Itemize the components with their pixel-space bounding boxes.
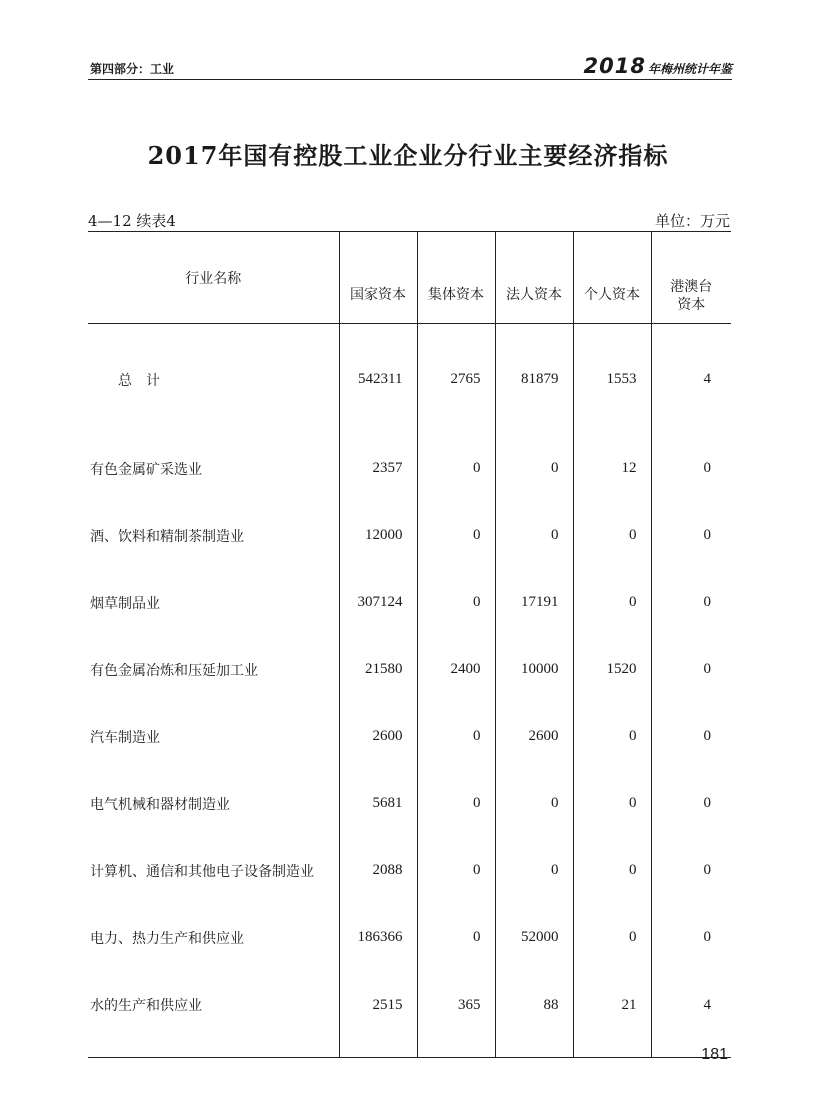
page-title: 2017年国有控股工业企业分行业主要经济指标 bbox=[147, 141, 669, 170]
cell-value: 21580 bbox=[339, 636, 417, 703]
table-row bbox=[88, 435, 731, 502]
cell-value: 0 bbox=[495, 502, 573, 569]
running-header bbox=[88, 50, 732, 80]
cell-value: 2357 bbox=[339, 435, 417, 502]
cell-value: 4 bbox=[651, 971, 731, 1058]
cell-value: 0 bbox=[573, 502, 651, 569]
cell-value: 0 bbox=[651, 569, 731, 636]
row-name: 电气机械和器材制造业 bbox=[90, 796, 230, 813]
column-header-legal-person-capital: 法人资本 bbox=[495, 232, 573, 324]
cell-value: 0 bbox=[495, 770, 573, 837]
cell-value: 2515 bbox=[339, 971, 417, 1058]
cell-value: 52000 bbox=[495, 904, 573, 971]
table-row bbox=[88, 569, 731, 636]
column-header-last-line1: 港澳台 bbox=[670, 278, 713, 295]
table-row bbox=[88, 636, 731, 703]
cell-value: 2765 bbox=[417, 324, 495, 436]
column-header-hk-macao-taiwan-capital bbox=[651, 232, 731, 324]
table-row bbox=[88, 971, 731, 1058]
row-name: 汽车制造业 bbox=[90, 729, 160, 746]
table-row bbox=[88, 703, 731, 770]
cell-value: 0 bbox=[651, 770, 731, 837]
column-header-state-capital: 国家资本 bbox=[339, 232, 417, 324]
section-label: 第四部分：工业 bbox=[90, 62, 175, 76]
cell-value: 1553 bbox=[573, 324, 651, 436]
cell-value: 0 bbox=[651, 904, 731, 971]
cell-value: 12 bbox=[573, 435, 651, 502]
cell-value: 21 bbox=[573, 971, 651, 1058]
row-name: 计算机、通信和其他电子设备制造业 bbox=[90, 863, 314, 880]
cell-value: 2088 bbox=[339, 837, 417, 904]
cell-value: 0 bbox=[651, 502, 731, 569]
cell-value: 186366 bbox=[339, 904, 417, 971]
cell-value: 1520 bbox=[573, 636, 651, 703]
table-row bbox=[88, 770, 731, 837]
cell-value: 0 bbox=[417, 435, 495, 502]
cell-value: 0 bbox=[417, 904, 495, 971]
cell-value: 88 bbox=[495, 971, 573, 1058]
cell-value: 17191 bbox=[495, 569, 573, 636]
table-row bbox=[88, 324, 731, 436]
cell-value: 5681 bbox=[339, 770, 417, 837]
row-name: 有色金属冶炼和压延加工业 bbox=[90, 662, 258, 679]
cell-value: 0 bbox=[651, 636, 731, 703]
cell-value: 2400 bbox=[417, 636, 495, 703]
cell-value: 0 bbox=[417, 703, 495, 770]
row-name: 水的生产和供应业 bbox=[88, 971, 339, 1058]
cell-value: 4 bbox=[651, 324, 731, 436]
table-code: 4—12 续表4 bbox=[88, 212, 176, 230]
unit-label: 单位：万元 bbox=[654, 212, 730, 230]
cell-value: 0 bbox=[417, 837, 495, 904]
row-name: 烟草制品业 bbox=[90, 595, 160, 612]
cell-value: 2600 bbox=[339, 703, 417, 770]
cell-value: 542311 bbox=[339, 324, 417, 436]
row-name: 酒、饮料和精制茶制造业 bbox=[90, 528, 244, 545]
cell-value: 12000 bbox=[339, 502, 417, 569]
book-title bbox=[584, 54, 732, 78]
cell-value: 0 bbox=[417, 770, 495, 837]
cell-value: 10000 bbox=[495, 636, 573, 703]
cell-value: 0 bbox=[495, 837, 573, 904]
cell-value: 0 bbox=[651, 703, 731, 770]
table-row bbox=[88, 904, 731, 971]
cell-value: 0 bbox=[573, 904, 651, 971]
data-table bbox=[88, 231, 731, 1058]
cell-value: 0 bbox=[651, 837, 731, 904]
row-name: 总 计 bbox=[118, 372, 160, 389]
cell-value: 81879 bbox=[495, 324, 573, 436]
column-header-individual-capital: 个人资本 bbox=[573, 232, 651, 324]
cell-value: 365 bbox=[417, 971, 495, 1058]
book-year: 2018 bbox=[583, 54, 646, 78]
cell-value: 0 bbox=[651, 435, 731, 502]
header-rule bbox=[88, 79, 732, 80]
table-row bbox=[88, 837, 731, 904]
column-header-collective-capital: 集体资本 bbox=[417, 232, 495, 324]
cell-value: 0 bbox=[417, 569, 495, 636]
column-header-name: 行业名称 bbox=[88, 232, 339, 324]
cell-value: 0 bbox=[573, 569, 651, 636]
book-name: 年梅州统计年鉴 bbox=[647, 62, 732, 76]
cell-value: 0 bbox=[573, 770, 651, 837]
row-name: 电力、热力生产和供应业 bbox=[90, 930, 244, 947]
page-number: 181 bbox=[701, 1046, 728, 1063]
cell-value: 0 bbox=[417, 502, 495, 569]
table-row bbox=[88, 502, 731, 569]
cell-value: 0 bbox=[495, 435, 573, 502]
cell-value: 0 bbox=[573, 703, 651, 770]
header-row bbox=[88, 232, 731, 324]
cell-value: 307124 bbox=[339, 569, 417, 636]
cell-value: 0 bbox=[573, 837, 651, 904]
row-name: 有色金属矿采选业 bbox=[90, 461, 202, 478]
column-header-last-line2: 资本 bbox=[677, 296, 706, 313]
cell-value: 2600 bbox=[495, 703, 573, 770]
